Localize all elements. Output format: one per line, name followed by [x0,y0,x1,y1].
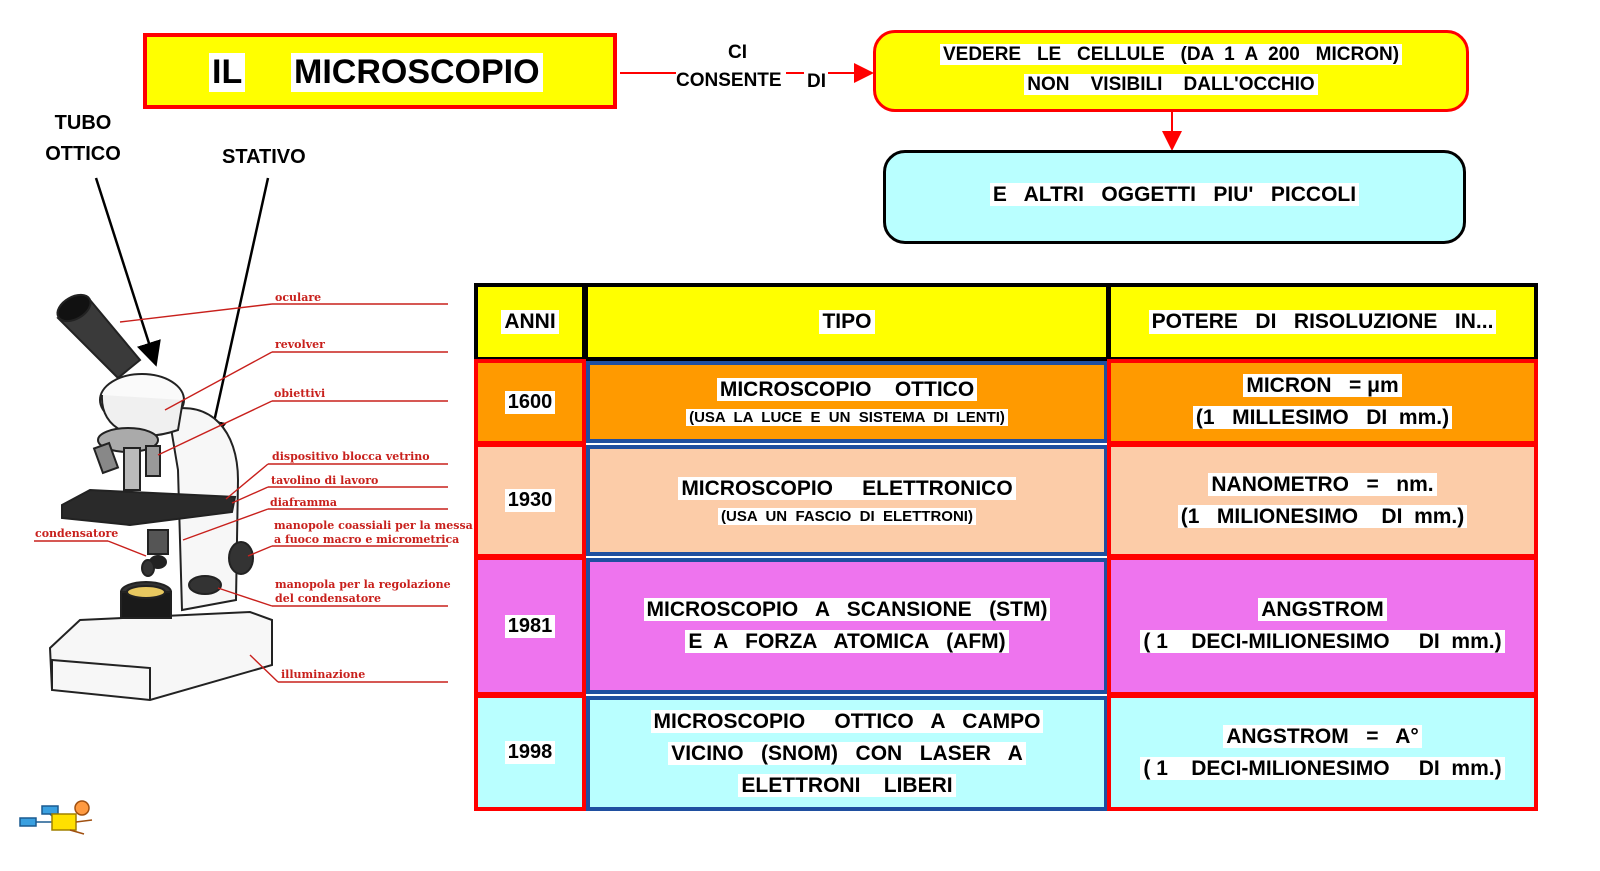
part-condensatore: condensatore [35,527,119,540]
part-obiettivi: obiettivi [274,387,326,400]
part-dispositivo: dispositivo blocca vetrino [272,450,430,463]
table-row-1600-ris: MICRON = μm (1 MILLESIMO DI mm.) [1107,359,1538,445]
part-oculare: oculare [275,291,322,304]
part-revolver: revolver [275,338,325,351]
vedere-line-2: NON VISIBILI DALL'OCCHIO [876,74,1466,96]
title-box [143,33,617,109]
title-il: IL [209,53,245,92]
table-row-1981-tipo: MICROSCOPIO A SCANSIONE (STM) E A FORZA ATOMICA (AFM) [586,558,1108,694]
stativo-arrow [210,178,268,440]
part-tavolino: tavolino di lavoro [271,474,379,487]
table-row-1930-year: 1930 [474,443,586,558]
table-row-1600-tipo: MICROSCOPIO OTTICO (USA LA LUCE E UN SISTEMA DI LENTI) [586,361,1108,443]
concept-box-altri [883,150,1466,244]
table-row-1930-tipo: MICROSCOPIO ELETTRONICO (USA UN FASCIO DI ELETTRONI) [586,445,1108,556]
label-stativo: STATIVO [222,146,306,168]
header-tipo: TIPO [584,283,1110,361]
table-row-1998-year: 1998 [474,694,586,811]
mappe-logo [20,801,92,834]
part-manopole-line1: manopole coassiali per la messa [274,519,473,532]
altri-text: E ALTRI OGGETTI PIU' PICCOLI [886,183,1463,207]
label-tubo-ottico: TUBO OTTICO [45,112,121,165]
table-row-1981-year: 1981 [474,556,586,696]
part-manopola-line1: manopola per la regolazione [275,578,451,591]
vedere-line-1: VEDERE LE CELLULE (DA 1 A 200 MICRON) [876,44,1466,66]
connector-word-di: DI [807,71,826,92]
part-illuminazione: illuminazione [281,668,366,681]
part-manopole-line2: a fuoco macro e micrometrica [274,533,460,546]
table-row-1600-year: 1600 [474,359,586,445]
page-title: MICROSCOPIO [291,53,543,92]
header-potere: POTERE DI RISOLUZIONE IN... [1107,283,1538,361]
table-row-1998-tipo: MICROSCOPIO OTTICO A CAMPO VICINO (SNOM) CON LASER A ELETTRONI LIBERI [586,696,1108,811]
connector-word-consente: CONSENTE [676,70,782,91]
microscope-illustration [50,289,272,700]
header-anni: ANNI [474,283,586,361]
connector-word-ci: CI [728,42,747,63]
table-row-1981-ris: ANGSTROM ( 1 DECI-MILIONESIMO DI mm.) [1107,556,1538,696]
concept-box-vedere [873,30,1469,112]
table-row-1930-ris: NANOMETRO = nm. (1 MILIONESIMO DI mm.) [1107,443,1538,558]
part-diaframma: diaframma [270,496,338,509]
table-row-1998-ris: ANGSTROM = A° ( 1 DECI-MILIONESIMO DI mm.) [1107,694,1538,811]
part-manopola-line2: del condensatore [275,592,381,605]
